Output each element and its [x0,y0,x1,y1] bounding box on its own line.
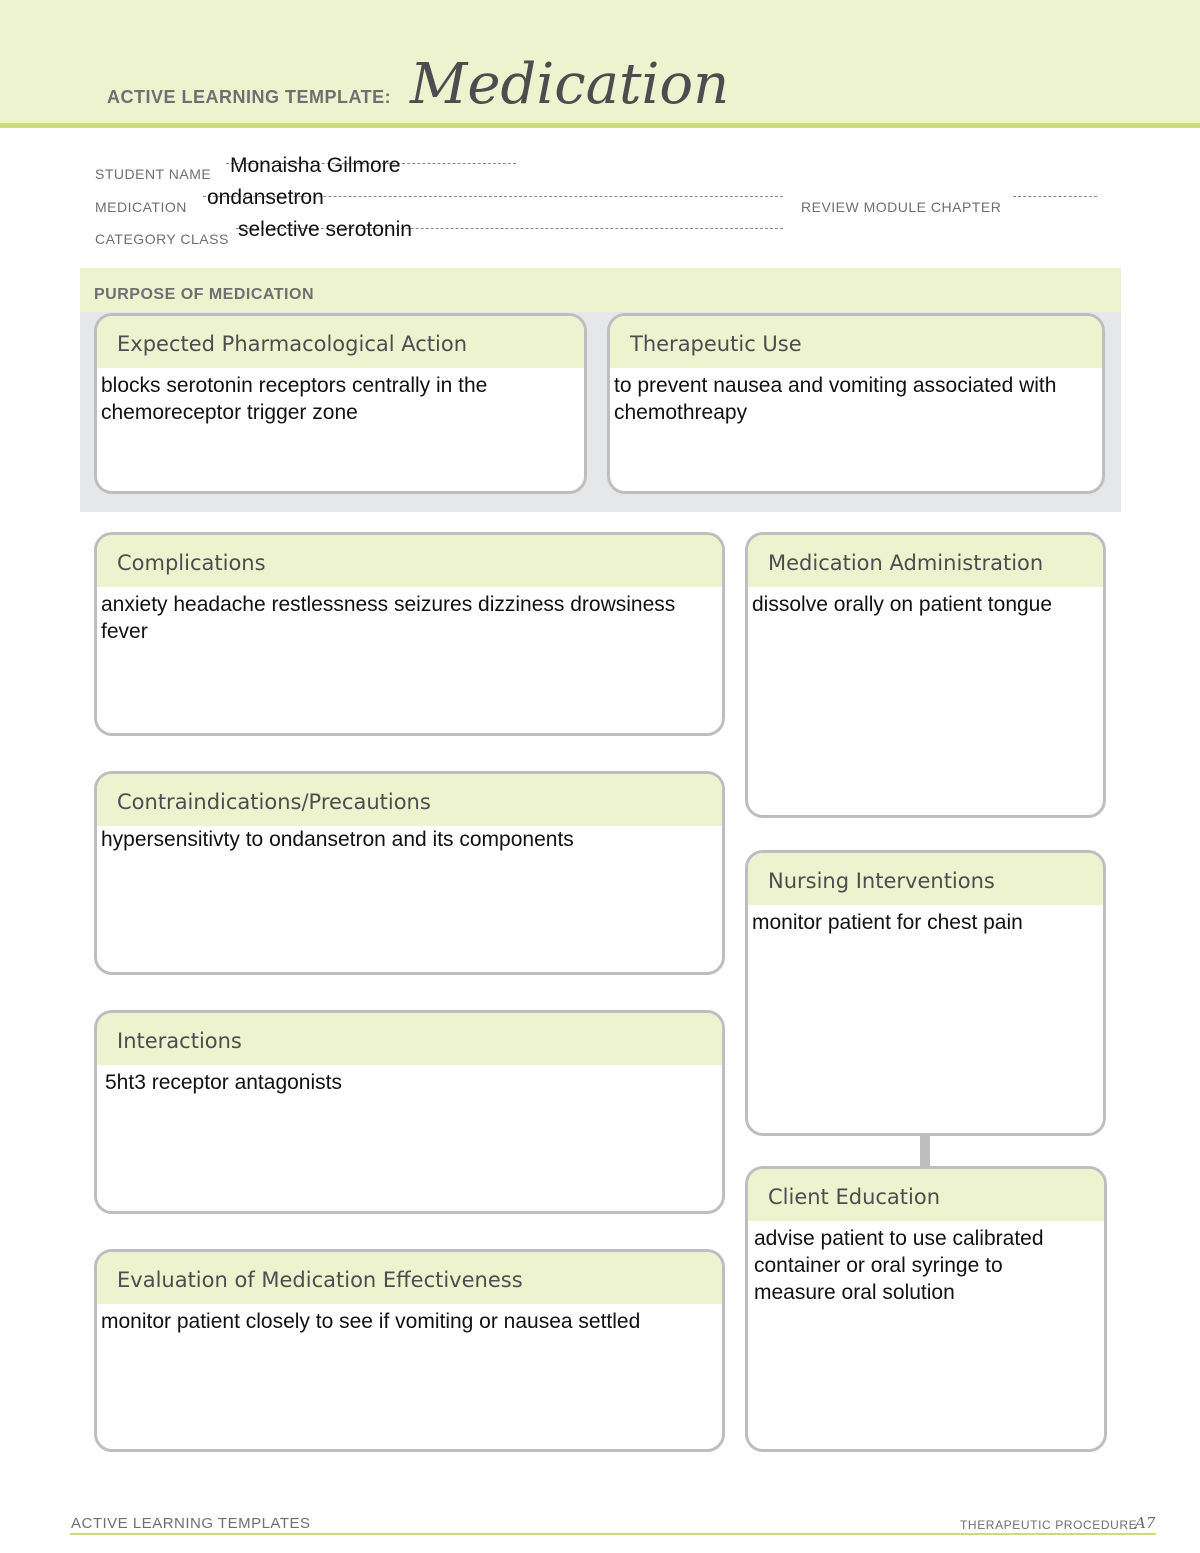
complications-title: Complications [97,535,722,587]
review-module-label: REVIEW MODULE CHAPTER [801,199,1002,215]
footer-section: THERAPEUTIC PROCEDURE [960,1518,1138,1532]
expected-action-title: Expected Pharmacological Action [97,316,584,368]
template-label: ACTIVE LEARNING TEMPLATE: [107,87,392,107]
complications-box [94,532,725,736]
interactions-box [94,1010,725,1214]
administration-title: Medication Administration [748,535,1103,587]
interactions-title: Interactions [97,1013,722,1065]
administration-text[interactable]: dissolve orally on patient tongue [752,593,1053,616]
complications-text[interactable]: anxiety headache restlessness seizures dizziness drowsiness fever [101,593,676,643]
therapeutic-use-title: Therapeutic Use [610,316,1102,368]
contraindications-title: Contraindications/Precautions [97,774,722,826]
medication-field[interactable]: ondansetron [207,186,324,209]
evaluation-box [94,1249,725,1452]
medication-label: MEDICATION [95,199,187,215]
evaluation-title: Evaluation of Medication Effectiveness [97,1252,722,1304]
category-class-field[interactable]: selective serotonin [238,218,412,241]
page-number: A7 [1135,1514,1156,1532]
review-module-line [1013,196,1097,197]
therapeutic-use-text[interactable]: to prevent nausea and vomiting associated with chemothreapy [614,374,1057,424]
connector-bar [920,1133,930,1167]
purpose-title: PURPOSE OF MEDICATION [94,286,314,303]
header-rule [0,123,1200,128]
expected-action-text[interactable]: blocks serotonin receptors centrally in the chemoreceptor trigger zone [101,374,488,424]
nursing-interventions-box [745,850,1106,1136]
client-education-text[interactable]: advise patient to use calibrated container or oral syringe to measure oral solution [754,1227,1044,1304]
therapeutic-use-box [607,313,1105,494]
contraindications-text[interactable]: hypersensitivty to ondansetron and its components [101,828,574,851]
student-name-field[interactable]: Monaisha Gilmore [230,154,401,177]
student-name-label: STUDENT NAME [95,166,212,182]
expected-action-box [94,313,587,494]
category-class-label: CATEGORY CLASS [95,231,229,247]
client-education-box [745,1166,1107,1452]
nursing-interventions-text[interactable]: monitor patient for chest pain [752,911,1023,934]
contraindications-box [94,771,725,975]
administration-box [745,532,1106,818]
footer-title: ACTIVE LEARNING TEMPLATES [71,1515,311,1532]
nursing-interventions-title: Nursing Interventions [748,853,1103,905]
evaluation-text[interactable]: monitor patient closely to see if vomiting or nausea settled [101,1310,641,1333]
page-title: Medication [410,52,730,117]
interactions-text[interactable]: 5ht3 receptor antagonists [105,1071,342,1094]
footer-rule [70,1533,1156,1535]
client-education-title: Client Education [748,1169,1104,1221]
